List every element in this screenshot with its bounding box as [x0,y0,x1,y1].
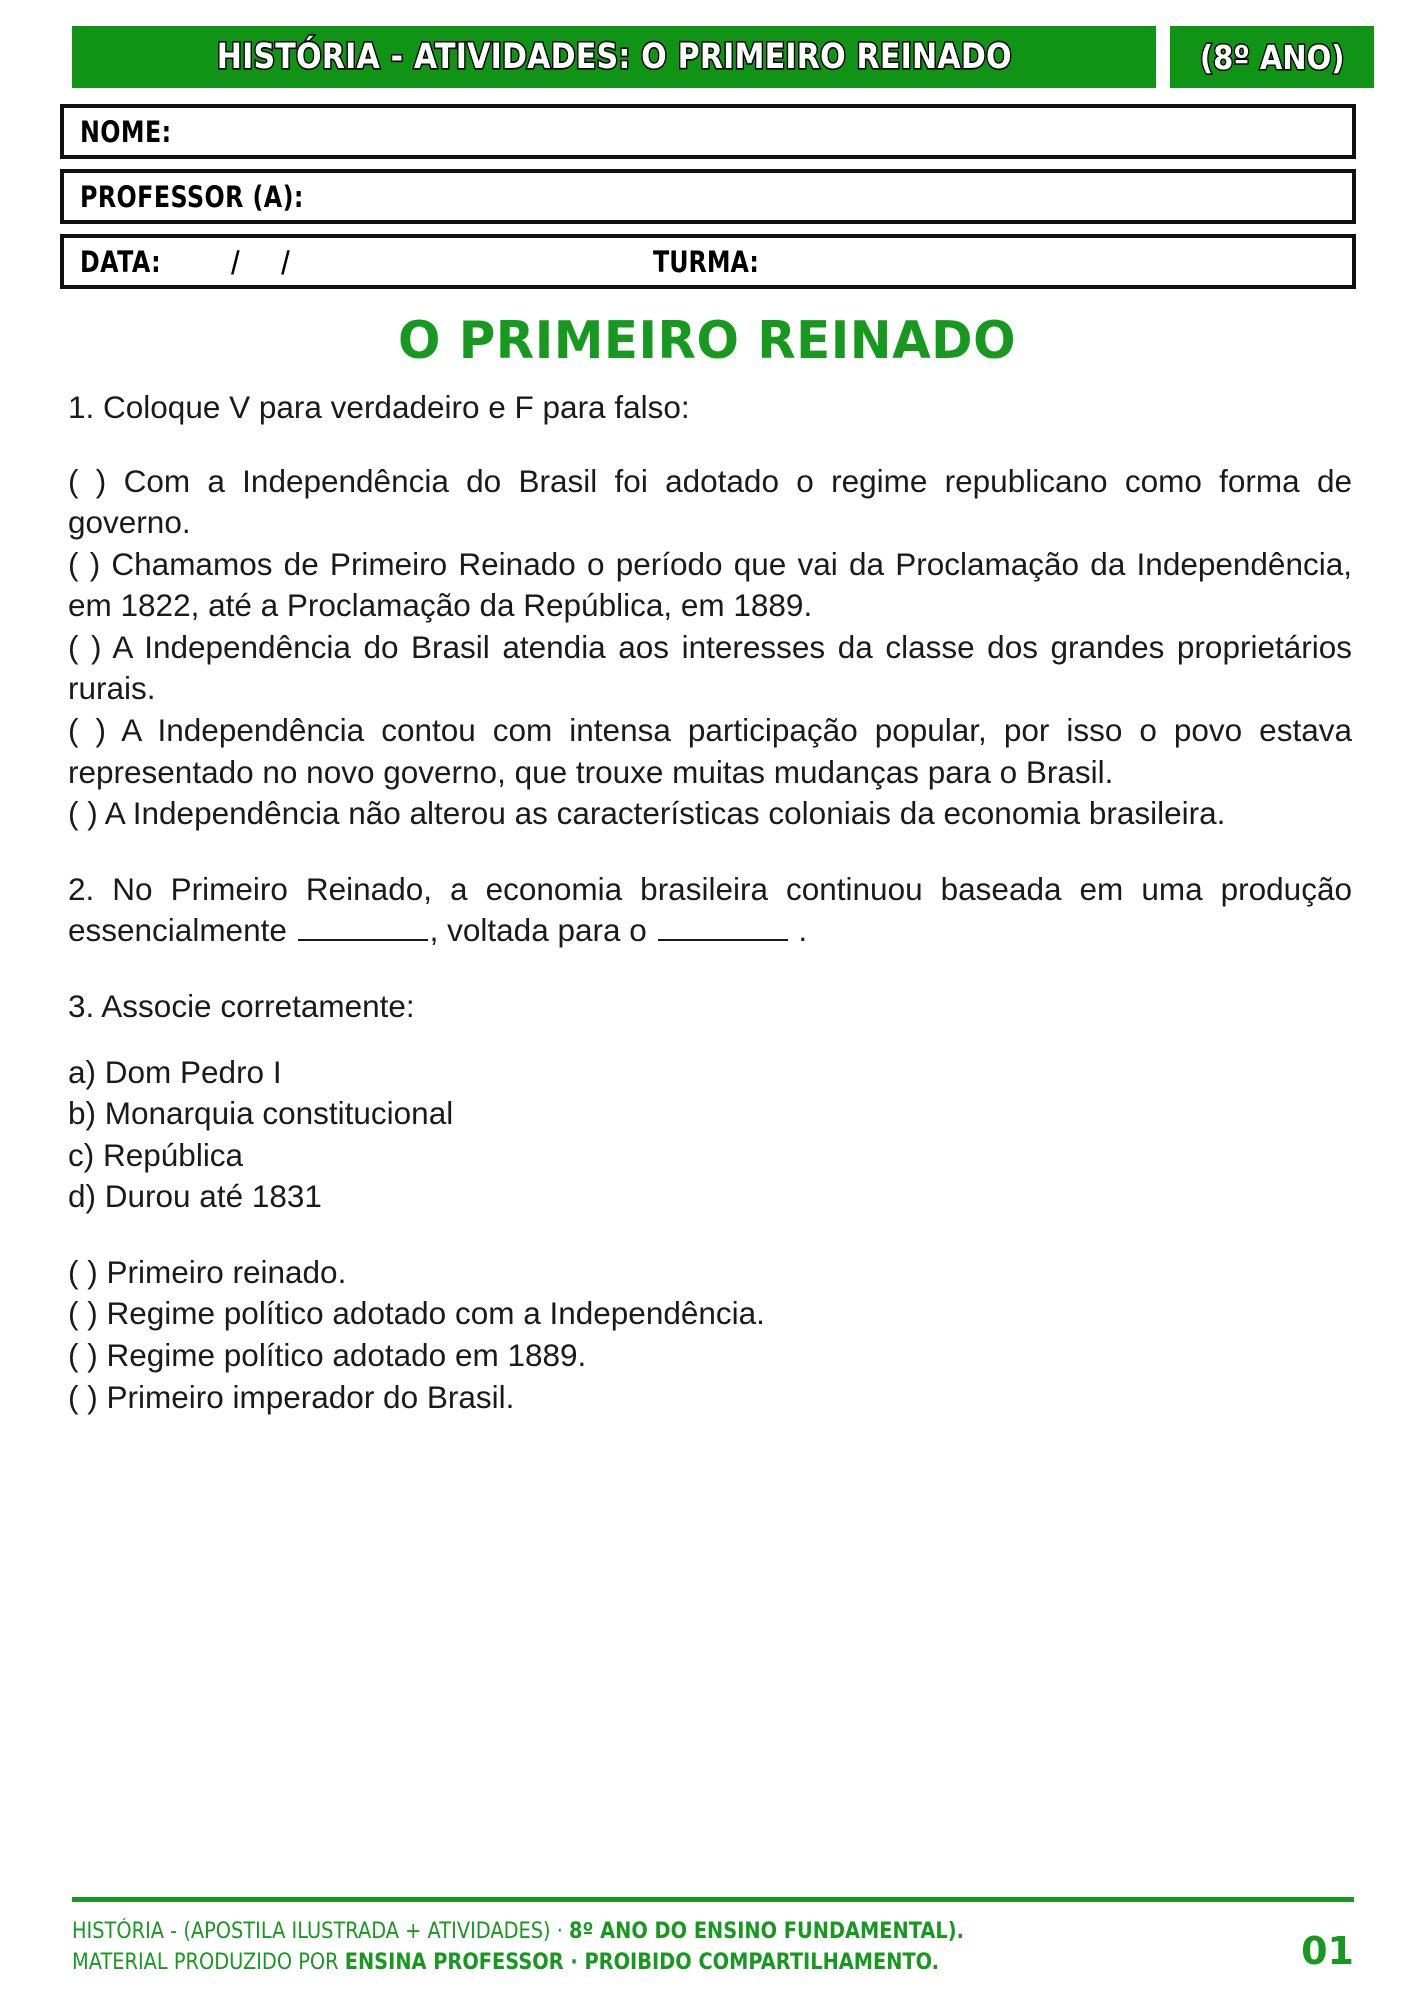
q3-match-item[interactable]: ( ) Primeiro imperador do Brasil. [68,1378,515,1415]
footer-line1-normal: HISTÓRIA - (APOSTILA ILUSTRADA + ATIVIDADES) · [72,1918,570,1944]
q3-match-item[interactable]: ( ) Regime político adotado em 1889. [68,1336,587,1373]
q1-statement: ( ) Com a Independência do Brasil foi adotado o regime republicano como forma de governo. [68,462,1352,541]
spacer [68,1218,1352,1252]
nome-field[interactable] [60,104,1356,159]
professor-label: PROFESSOR (A): [80,179,304,214]
q2-blank-1[interactable] [298,939,428,941]
footer-line2-normal: MATERIAL PRODUZIDO POR [72,1949,345,1975]
spacer [68,437,1352,461]
footer-inner [72,1916,1354,1978]
footer-line2-bold: ENSINA PROFESSOR · PROIBIDO COMPARTILHAMENTO. [344,1949,940,1975]
q2-text-part2: , voltada para o [429,912,647,949]
footer-divider [72,1897,1354,1902]
footer-line-2 [72,1947,964,1978]
footer-line1-bold: 8º ANO DO ENSINO FUNDAMENTAL). [569,1918,964,1944]
data-label: DATA: [80,244,162,279]
grade-badge-box [1170,26,1374,88]
q2-text-part1: 2. No Primeiro Reinado, a economia brasileira continuou baseada em uma produção essencialmente [68,870,1352,949]
data-slashes: / / [230,244,290,279]
student-info-form [0,88,1414,289]
spacer [68,1028,1352,1052]
header-title-box [72,26,1156,88]
worksheet-content [0,387,1414,1418]
spacer [68,835,1352,869]
footer-text-block [72,1916,1086,1978]
question-2 [68,869,1352,952]
q3-option: c) República [68,1136,244,1173]
q1-statement: ( ) A Independência contou com intensa participação popular, por isso o povo estava representado no novo governo, que trouxe muitas mudanças para o Brasil. [68,712,1352,790]
page-number: 01 [1301,1928,1354,1973]
q3-match-item[interactable]: ( ) Regime político adotado com a Independência. [68,1295,765,1332]
footer-line-1 [72,1916,964,1947]
nome-label: NOME: [80,114,172,149]
q1-statement: ( ) A Independência não alterou as características coloniais da economia brasileira. [68,795,1226,832]
q2-blank-2[interactable] [658,939,788,941]
question-3-heading: 3. Associe corretamente: [68,987,415,1024]
data-turma-field[interactable] [60,234,1356,289]
q3-option: d) Durou até 1831 [68,1178,322,1215]
header-title: HISTÓRIA - ATIVIDADES: O PRIMEIRO REINADO [216,37,1012,77]
q1-statement: ( ) A Independência do Brasil atendia aos interesses da classe dos grandes proprietários rurais. [68,628,1352,707]
question-1-heading: 1. Coloque V para verdadeiro e F para falso: [68,389,690,425]
q1-statement: ( ) Chamamos de Primeiro Reinado o período que vai da Proclamação da Independência, em 1822, até a Proclamação da República, em 1889. [68,545,1352,624]
turma-label: TURMA: [652,244,759,279]
q3-option: a) Dom Pedro I [68,1053,282,1090]
q2-text-part3: . [789,912,808,949]
page-footer [0,1897,1414,1978]
professor-field[interactable] [60,169,1356,224]
grade-badge: (8º ANO) [1199,37,1345,77]
q3-option: b) Monarquia constitucional [68,1095,454,1132]
page-title: O PRIMEIRO REINADO [397,311,1017,371]
spacer [68,952,1352,986]
q3-match-item[interactable]: ( ) Primeiro reinado. [68,1253,347,1290]
header-banner [0,0,1414,88]
